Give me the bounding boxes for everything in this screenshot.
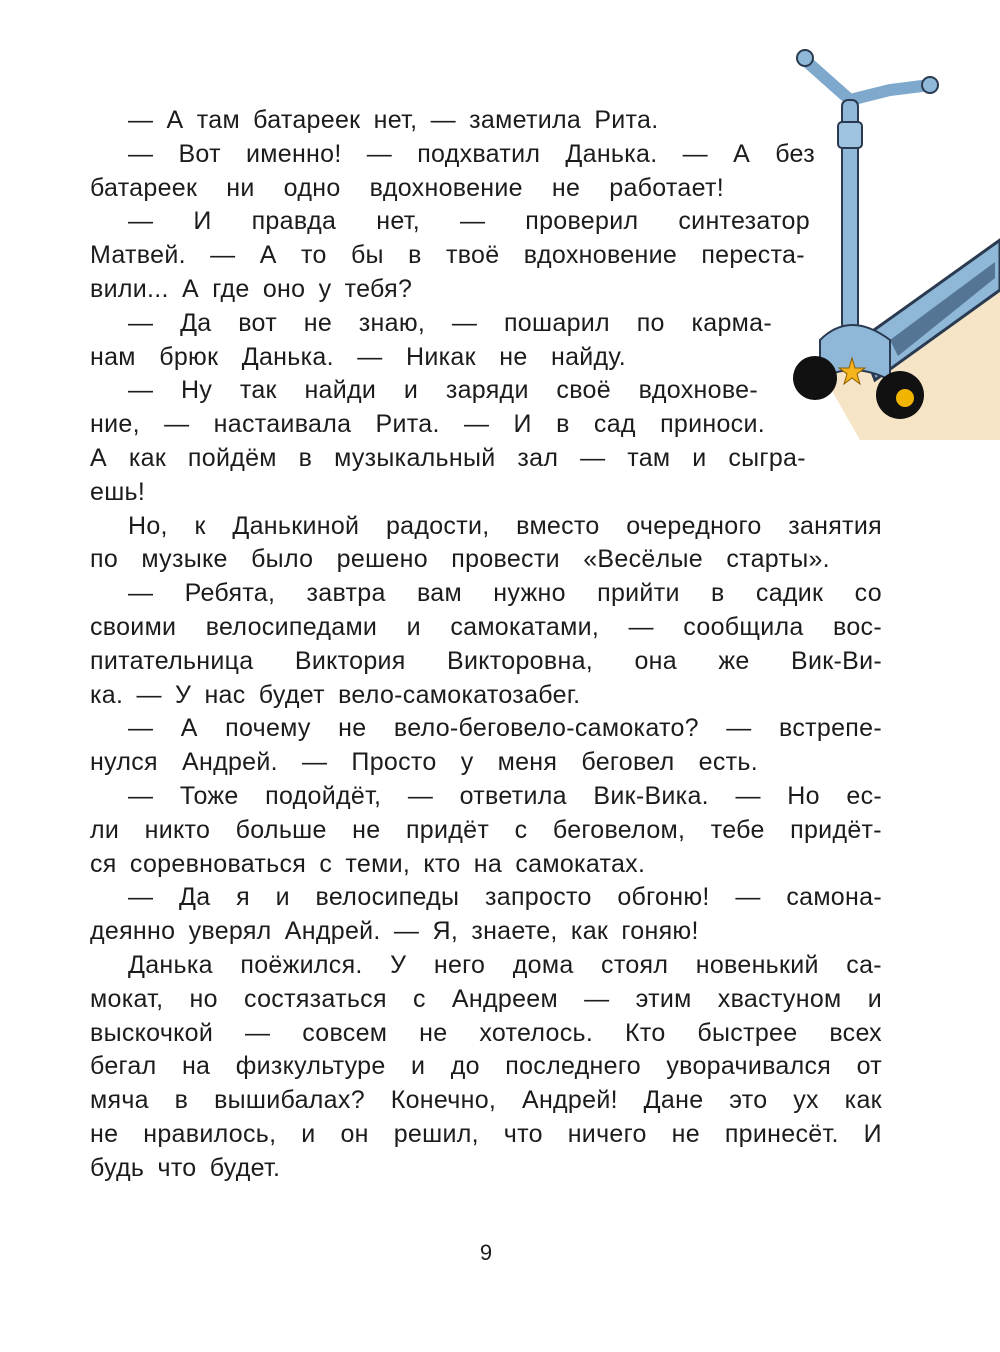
text-line: — А там батареек нет, — заметила Рита. (128, 106, 659, 134)
text-line: ешь! (90, 477, 146, 506)
text-line: — Вот именно! — подхватил Данька. — А без (128, 139, 815, 168)
text-line: — Да я и велосипеды запросто обгоню! — самона- (128, 883, 882, 912)
handlebar-end-left (797, 50, 813, 66)
text-line: — А почему не вело-беговело-самокато? — встрепе- (128, 714, 882, 743)
text-line: Но, к Данькиной радости, вместо очередного занятия (128, 511, 882, 540)
text-line: Данька поёжился. У него дома стоял новенький са- (128, 950, 882, 979)
handlebar (805, 60, 930, 100)
text-line: — Тоже подойдёт, — ответила Вик-Вика. — Но ес- (128, 781, 882, 810)
text-line: А как пойдём в музыкальный зал — там и сыгра- (90, 443, 806, 472)
text-line: ли никто больше не придёт с беговелом, тебе придёт- (90, 815, 882, 844)
text-line: Матвей. — А то бы в твоё вдохновение переста- (90, 241, 805, 270)
text-line: мяча в вышибалах? Конечно, Андрей! Дане это ух как (90, 1086, 882, 1115)
text-line: вили... А где оно у тебя? (90, 274, 413, 303)
text-line: не нравилось, и он решил, что ничего не принесёт. И (90, 1119, 882, 1148)
text-line: нам брюк Данька. — Никак не найду. (90, 342, 626, 371)
text-line: — Ребята, завтра вам нужно прийти в садик со (128, 579, 882, 608)
text-line: мокат, но состязаться с Андреем — этим хвастуном и (90, 984, 882, 1013)
text-line: бегал на физкультуре и до последнего уворачивался от (90, 1052, 882, 1081)
text-line: выскочкой — совсем не хотелось. Кто быстрее всех (90, 1018, 882, 1047)
text-line: ние, — настаивала Рита. — И в сад приноси. (90, 410, 765, 439)
text-line: будь что будет. (90, 1153, 281, 1182)
text-line: питательница Виктория Викторовна, она же Вик-Ви- (90, 646, 882, 675)
text-line: — Да вот не знаю, — пошарил по карма- (128, 308, 772, 337)
text-line: — Ну так найди и заряди своё вдохнове- (128, 376, 758, 405)
text-line: своими велосипедами и самокатами, — сообщила вос- (90, 612, 882, 641)
text-line: нулся Андрей. — Просто у меня беговел есть. (90, 748, 758, 777)
wheel-hub (896, 389, 914, 407)
text-line: батареек ни одно вдохновение не работает! (90, 173, 724, 202)
text-line: ка. — У нас будет вело-самокатозабег. (90, 680, 581, 709)
text-line: — И правда нет, — проверил синтезатор (128, 207, 810, 236)
text-line: по музыке было решено провести «Весёлые старты». (90, 545, 830, 574)
story-text (90, 104, 880, 1186)
page-number: 9 (479, 1240, 493, 1265)
text-line: деянно уверял Андрей. — Я, знаете, как гоняю! (90, 917, 699, 946)
handlebar-end-right (922, 77, 938, 93)
text-line: ся соревноваться с теми, кто на самокатах. (90, 849, 646, 878)
